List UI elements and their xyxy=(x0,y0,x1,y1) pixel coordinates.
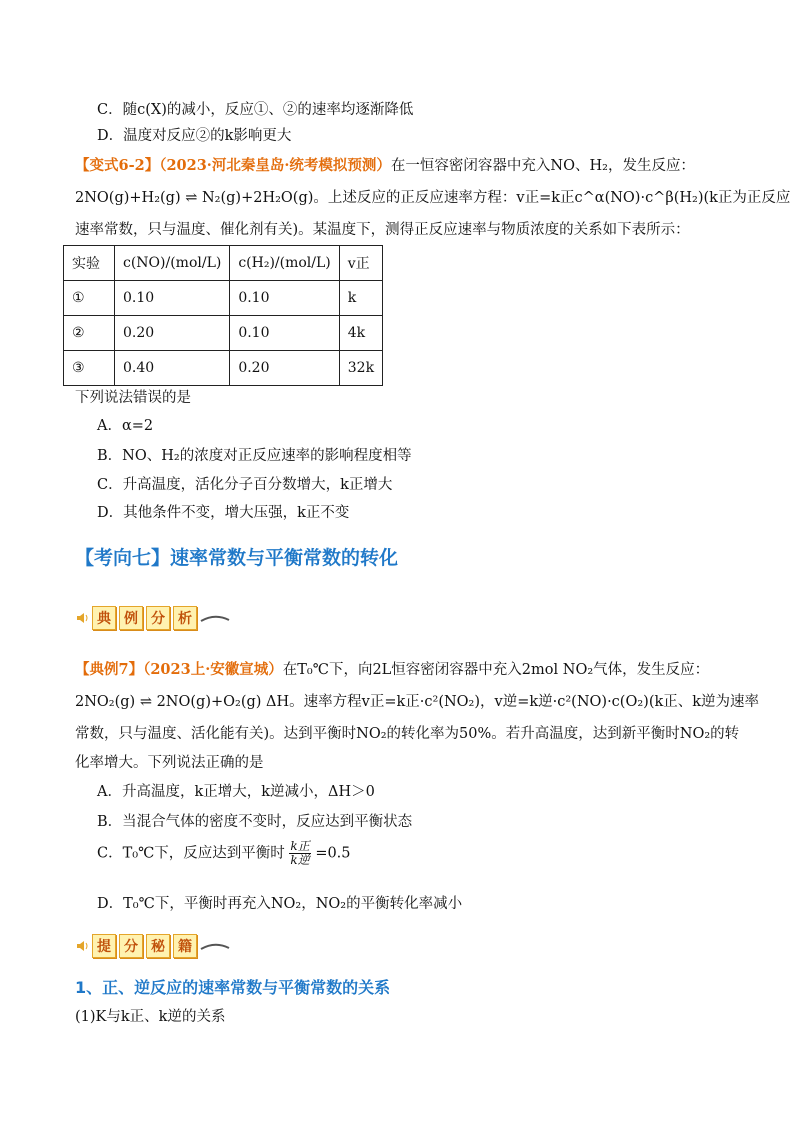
variant-question: 下列说法错误的是 xyxy=(75,390,191,406)
example-option-b: B．当混合气体的密度不变时，反应达到平衡状态 xyxy=(97,814,413,830)
example-label: 【典例7】 xyxy=(75,661,144,678)
brush-stroke-icon xyxy=(200,939,230,953)
option-c-text: C．T₀℃下，反应达到平衡时 xyxy=(97,845,285,862)
table-cell: k xyxy=(339,281,382,316)
example-equation: 2NO₂(g) ⇌ 2NO(g)+O₂(g) ΔH。速率方程v正=k正·c²(NO₂)，v逆=k逆·c²(NO)·c(O₂)(k正、k逆为速率 xyxy=(75,694,760,710)
banner-tile: 例 xyxy=(119,606,143,630)
banner-example-analysis xyxy=(75,606,230,630)
variant-option-d2: D．其他条件不变，增大压强，k正不变 xyxy=(97,505,350,521)
table-header: c(NO)/(mol/L) xyxy=(115,246,230,281)
table-header: c(H₂)/(mol/L) xyxy=(230,246,339,281)
table-row xyxy=(64,281,383,316)
speaker-icon xyxy=(75,939,89,953)
table-cell: 32k xyxy=(339,351,382,386)
variant-option-b: B．NO、H₂的浓度对正反应速率的影响程度相等 xyxy=(97,448,412,464)
speaker-icon xyxy=(75,611,89,625)
table-cell: 0.10 xyxy=(115,281,230,316)
table-header-row xyxy=(64,246,383,281)
brush-stroke-icon xyxy=(200,611,230,625)
table-cell: 0.20 xyxy=(230,351,339,386)
table-cell: 0.40 xyxy=(115,351,230,386)
example-line4: 化率增大。下列说法正确的是 xyxy=(75,755,264,771)
table-cell: ① xyxy=(64,281,115,316)
variant-intro-line xyxy=(75,154,695,175)
example-line3: 常数，只与温度、活化能有关)。达到平衡时NO₂的转化率为50%。若升高温度，达到新平衡时NO₂的转 xyxy=(75,726,740,742)
example-option-a: A．升高温度，k正增大，k逆减小，ΔH＞0 xyxy=(97,784,375,800)
table-cell: 4k xyxy=(339,316,382,351)
banner-tile: 分 xyxy=(119,934,143,958)
variant-option-c: C．随c(X)的减小，反应①、②的速率均逐渐降低 xyxy=(97,102,414,118)
fraction-numerator: k正 xyxy=(290,839,310,853)
variant-option-d: D．温度对反应②的k影响更大 xyxy=(97,128,292,144)
banner-tile: 分 xyxy=(146,606,170,630)
example-option-c xyxy=(97,840,351,867)
fraction-denominator: k逆 xyxy=(290,853,310,867)
rate-table xyxy=(63,245,383,386)
option-c-value: =0.5 xyxy=(315,845,351,862)
table-row xyxy=(64,351,383,386)
subsection-title: 1、正、逆反应的速率常数与平衡常数的关系 xyxy=(75,978,391,997)
banner-tips xyxy=(75,934,230,958)
variant-description: 速率常数，只与温度、催化剂有关)。某温度下，测得正反应速率与物质浓度的关系如下表所示： xyxy=(75,222,690,238)
example-intro: 在T₀℃下，向2L恒容密闭容器中充入2mol NO₂气体，发生反应： xyxy=(282,662,710,678)
table-header: 实验 xyxy=(64,246,115,281)
table-cell: ② xyxy=(64,316,115,351)
variant-intro: 在一恒容密闭容器中充入NO、H₂，发生反应： xyxy=(390,158,695,174)
table-cell: 0.10 xyxy=(230,316,339,351)
example-source: （2023上·安徽宣城） xyxy=(143,661,283,678)
section-title: 【考向七】速率常数与平衡常数的转化 xyxy=(75,547,399,569)
variant-option-a: A．α=2 xyxy=(97,418,154,434)
banner-tile: 秘 xyxy=(146,934,170,958)
example-intro-line xyxy=(75,658,709,679)
banner-tile: 提 xyxy=(92,934,116,958)
table-cell: 0.20 xyxy=(115,316,230,351)
example-option-d: D．T₀℃下，平衡时再充入NO₂，NO₂的平衡转化率减小 xyxy=(97,896,463,912)
banner-tile: 析 xyxy=(173,606,197,630)
variant-equation: 2NO(g)+H₂(g) ⇌ N₂(g)+2H₂O(g)。上述反应的正反应速率方程：v正=k正c^α(NO)·c^β(H₂)(k正为正反应 xyxy=(75,190,791,206)
banner-tile: 典 xyxy=(92,606,116,630)
table-cell: ③ xyxy=(64,351,115,386)
table-row xyxy=(64,316,383,351)
rate-constant-fraction xyxy=(289,840,310,867)
variant-label: 【变式6-2】 xyxy=(75,157,160,174)
relation-line: (1)K与k正、k逆的关系 xyxy=(75,1009,226,1025)
variant-option-c2: C．升高温度，活化分子百分数增大，k正增大 xyxy=(97,477,393,493)
table-cell: 0.10 xyxy=(230,281,339,316)
variant-source: （2023·河北秦皇岛·统考模拟预测） xyxy=(159,157,391,174)
table-header: v正 xyxy=(339,246,382,281)
banner-tile: 籍 xyxy=(173,934,197,958)
